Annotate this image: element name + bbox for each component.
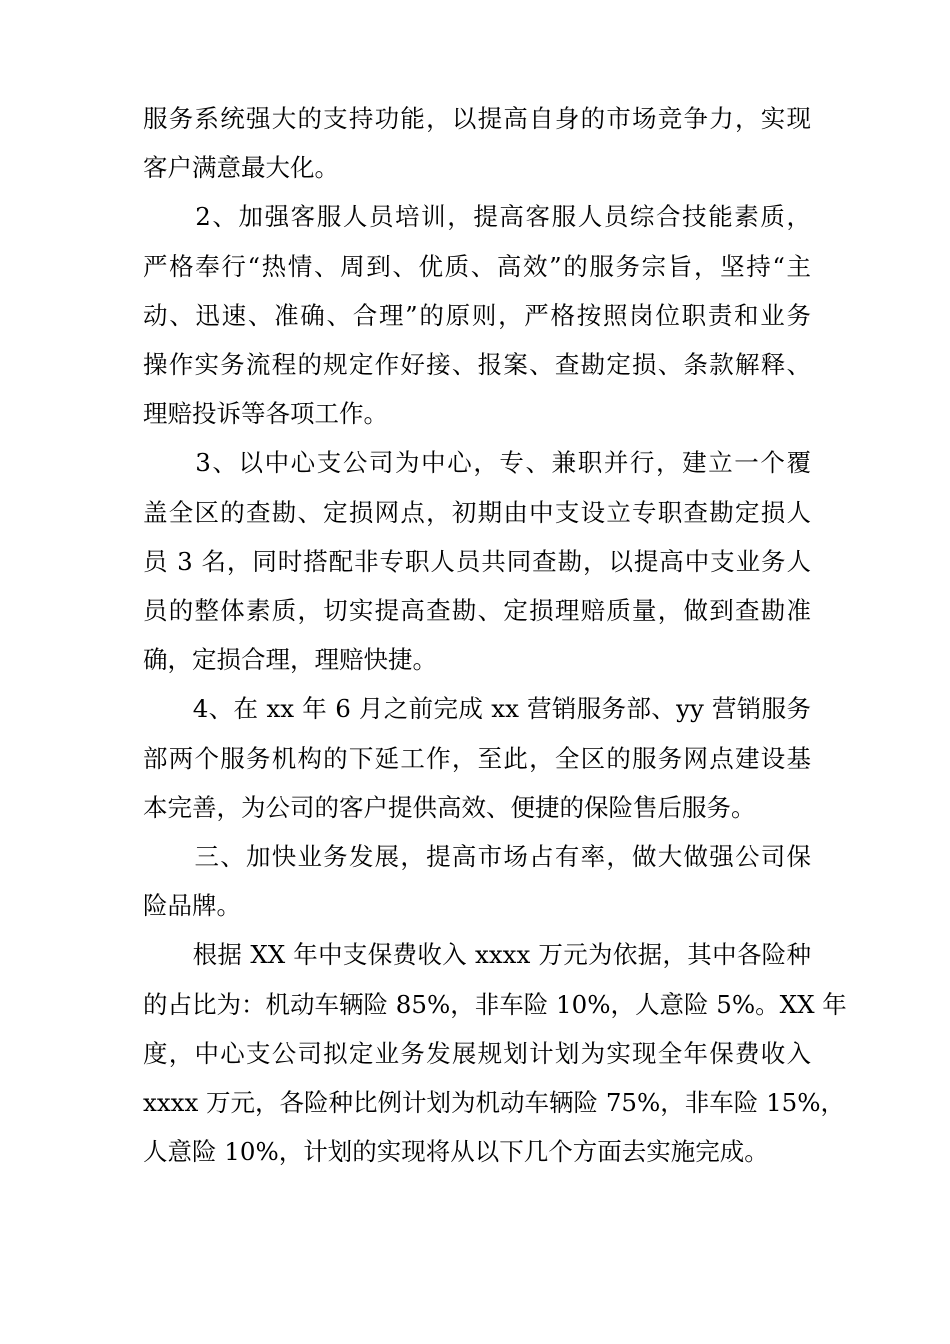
text-line: 客户满意最大化。 <box>143 153 339 183</box>
text-line: 操作实务流程的规定作好接、报案、查勘定损、条款解释、 <box>143 350 811 380</box>
text-line: 人意险 10%，计划的实现将从以下几个方面去实施完成。 <box>143 1137 769 1167</box>
text-line: 员的整体素质，切实提高查勘、定损理赔质量，做到查勘准 <box>143 596 811 626</box>
text-line: 2、加强客服人员培训，提高客服人员综合技能素质， <box>143 202 811 232</box>
paragraph-premium-plan <box>143 930 847 1176</box>
text-line: 三、加快业务发展，提高市场占有率，做大做强公司保 <box>143 842 811 872</box>
text-line: 盖全区的查勘、定损网点，初期由中支设立专职查勘定损人 <box>143 497 811 527</box>
text-line: 严格奉行“热情、周到、优质、高效”的服务宗旨，坚持“主 <box>143 251 811 281</box>
text-line: 服务系统强大的支持功能，以提高自身的市场竞争力，实现 <box>143 104 811 133</box>
paragraph-service-system <box>143 94 811 192</box>
text-line: 员 3 名，同时搭配非专职人员共同查勘，以提高中支业务人 <box>143 546 811 576</box>
paragraph-item-4-service-outlets <box>143 684 811 832</box>
text-line: 部两个服务机构的下延工作，至此，全区的服务网点建设基 <box>143 743 811 773</box>
text-line: 根据 XX 年中支保费收入 xxxx 万元为依据，其中各险种 <box>143 940 811 970</box>
text-line: 3、以中心支公司为中心，专、兼职并行，建立一个覆 <box>143 448 811 478</box>
text-line: 动、迅速、准确、合理”的原则，严格按照岗位职责和业务 <box>143 300 811 330</box>
text-line: 确，定损合理，理赔快捷。 <box>143 645 437 675</box>
document-body <box>143 94 847 1176</box>
text-line: 险品牌。 <box>143 891 241 921</box>
text-line: 理赔投诉等各项工作。 <box>143 399 388 429</box>
text-line: 的占比为：机动车辆险 85%，非车险 10%，人意险 5%。XX 年 <box>143 989 847 1019</box>
paragraph-item-3-survey-network <box>143 438 811 684</box>
section-heading-3-business-development <box>143 832 811 930</box>
paragraph-item-2-staff-training <box>143 192 811 438</box>
text-line: 4、在 xx 年 6 月之前完成 xx 营销服务部、yy 营销服务 <box>143 694 811 724</box>
text-line: 度，中心支公司拟定业务发展规划计划为实现全年保费收入 <box>143 1038 811 1068</box>
text-line: 本完善，为公司的客户提供高效、便捷的保险售后服务。 <box>143 792 756 822</box>
text-line: xxxx 万元，各险种比例计划为机动车辆险 75%，非车险 15%， <box>143 1088 846 1118</box>
